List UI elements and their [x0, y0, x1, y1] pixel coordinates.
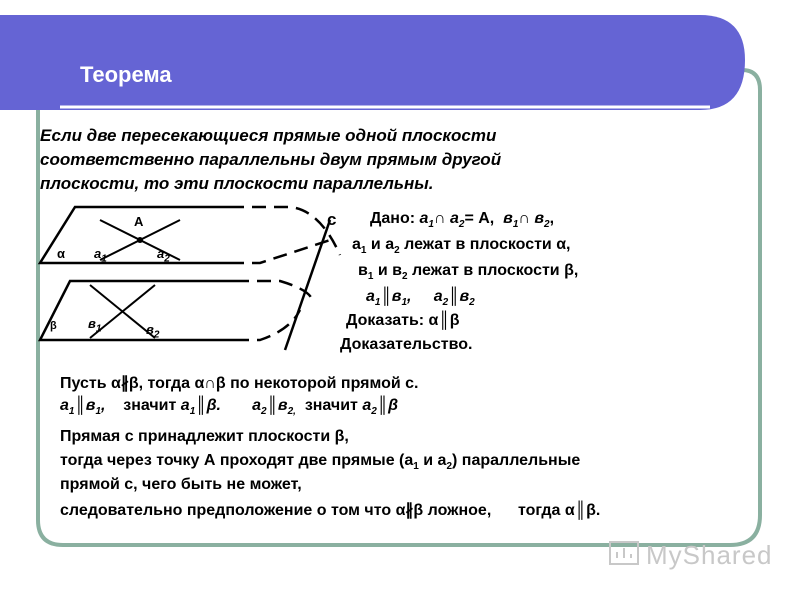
theorem-line: плоскости, то эти плоскости параллельны. [40, 174, 434, 193]
proof-line-1: Пусть α∦β, тогда α∩β по некоторой прямой с. [60, 375, 419, 392]
given-line-3: $в_1$ и $в_2$ лежат в плоскости β, [358, 262, 579, 283]
proof-line-5: прямой с, чего быть не может, [60, 476, 302, 493]
theorem-line: соответственно параллельны двум прямым другой [40, 150, 502, 169]
given-line-1: Дано: $а_1\cap$ $а_2= А$, $в_1\cap$ $в_2$, [370, 210, 555, 231]
prove-line: Доказать: α║β [346, 312, 460, 329]
dash-beta-top [235, 281, 312, 300]
watermark-text: MyShared [646, 540, 773, 570]
label-b1: $в_1$ [88, 316, 102, 335]
label-a1: $а_1$ [94, 246, 107, 265]
proof-line-4: тогда через точку А проходят две прямые ($а_1$ и $а_2$) параллельные [60, 452, 581, 473]
label-c: с [327, 210, 337, 229]
proof-heading: Доказательство. [340, 336, 473, 353]
theorem-statement [40, 124, 600, 196]
proof-line-2: $а_1║в_1$, значит $а_1║\beta$. $а_2║в_{2,}$ значит $а_2║\beta$ [60, 397, 399, 418]
proof-line-6: следовательно предположение о том что α∦β ложное, тогда α║β. [60, 502, 601, 519]
proof-line-3: Прямая с принадлежит плоскости β, [60, 428, 349, 445]
dash-alpha-top [230, 207, 340, 255]
label-b2: $в_2$ [146, 322, 160, 341]
label-beta: β [50, 320, 57, 332]
point-A [137, 237, 143, 243]
plane-beta [40, 281, 235, 340]
label-alpha: α [57, 246, 65, 261]
slide-title: Теорема [80, 62, 172, 87]
theorem-line: Если две пересекающиеся прямые одной плоскости [40, 126, 497, 145]
label-a2: $а_2$ [157, 246, 170, 265]
given-line-2: $а_1$ и $а_2$ лежат в плоскости α, [352, 236, 571, 257]
label-A: А [134, 214, 144, 229]
given-line-4: $а_1║в_1$, $а_2║в_2$ [366, 288, 475, 309]
